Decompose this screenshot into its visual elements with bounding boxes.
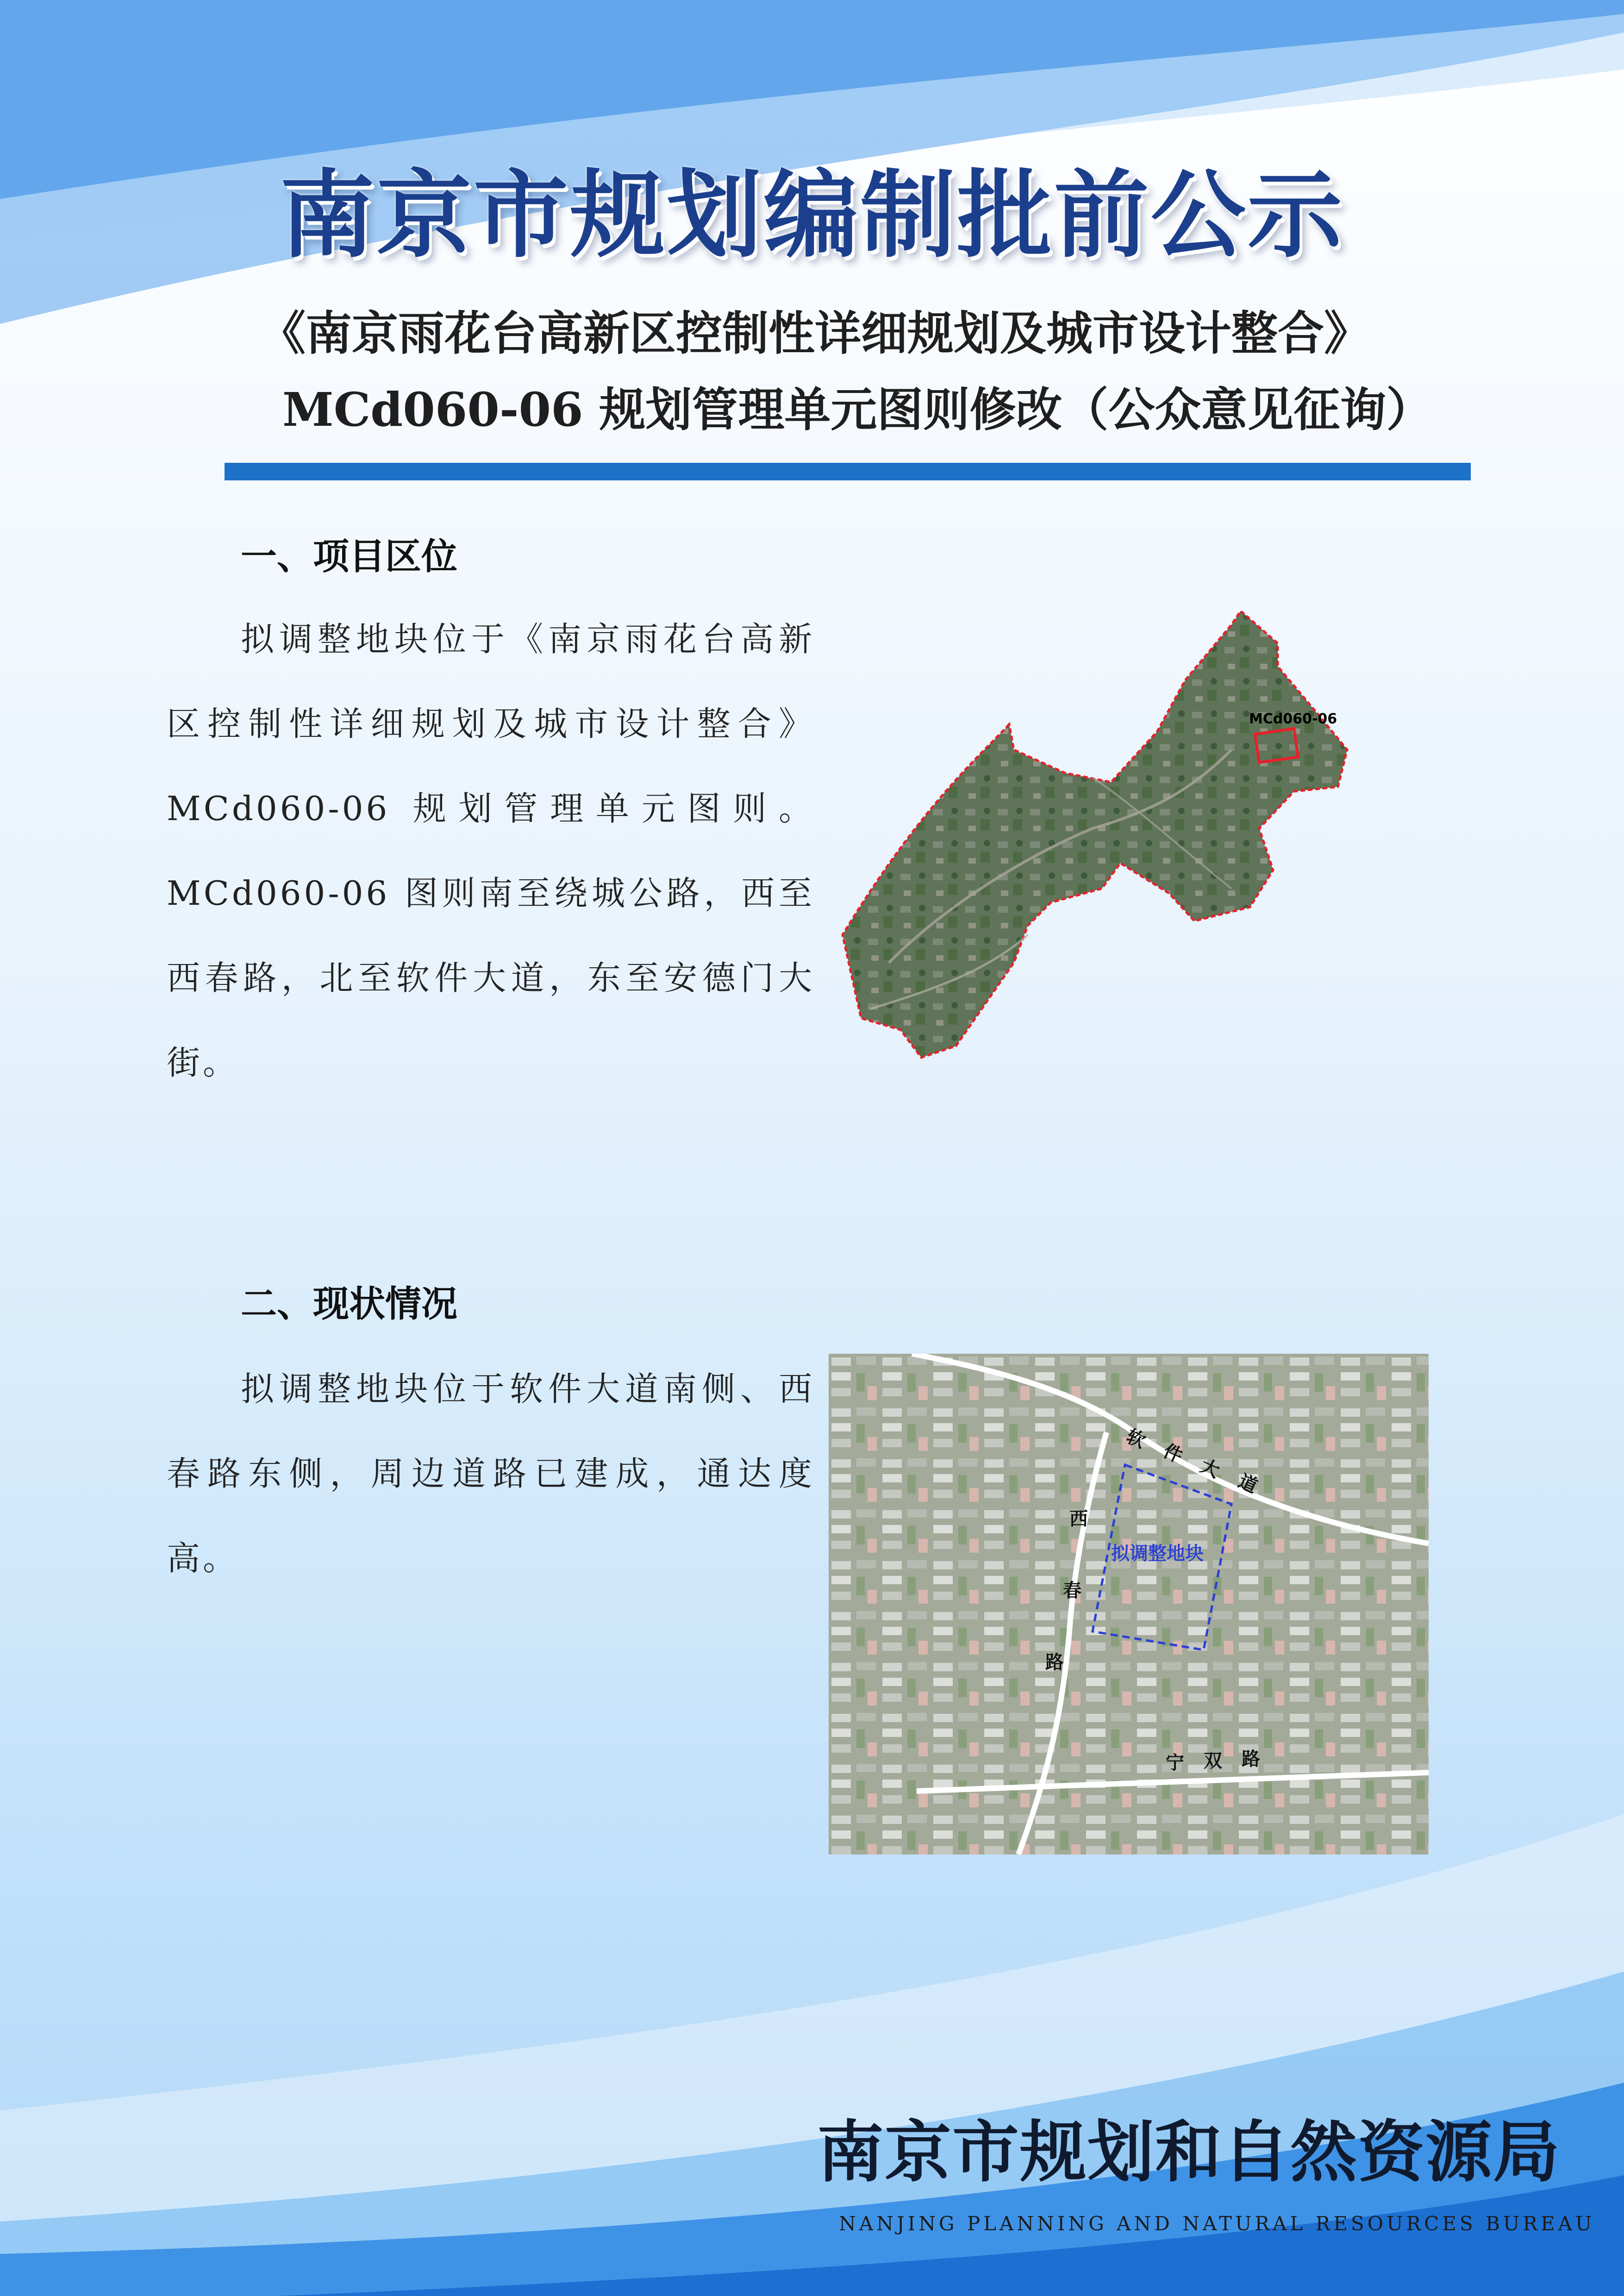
page-title: 南京市规划编制批前公示: [280, 161, 1344, 271]
location-map: [833, 611, 1435, 1074]
location-paragraph: 拟调整地块位于《南京雨花台高新区控制性详细规划及城市设计整合》MCd060-06 规划管理单元图则。MCd060-06 图则南至绕城公路，西至西春路，北至软件大道，东至安德门大街。: [167, 620, 815, 1082]
road-west-char-3: 路: [1045, 1652, 1064, 1673]
road-south-char-1: 宁: [1166, 1752, 1184, 1773]
high-tech-zone-boundary: [843, 611, 1347, 1058]
road-north-char-2: 件: [1160, 1440, 1186, 1468]
parcel-label: 拟调整地块: [1111, 1543, 1204, 1564]
road-west-char-1: 西: [1069, 1508, 1088, 1530]
road-north-char-1: 软: [1123, 1425, 1149, 1453]
road-north-char-3: 大: [1197, 1455, 1223, 1482]
footer-org-name: 南京市规划和自然资源局: [817, 2113, 1561, 2191]
subtitle-line-2: MCd060-06 规划管理单元图则修改（公众意见征询）: [282, 382, 1433, 437]
road-north-char-4: 道: [1235, 1470, 1261, 1498]
subtitle-line-1: 《南京雨花台高新区控制性详细规划及城市设计整合》: [259, 306, 1370, 361]
unit-code-label: MCd060-06: [1249, 711, 1337, 727]
road-label-south: [1166, 1748, 1260, 1773]
road-west-char-2: 春: [1063, 1580, 1081, 1601]
road-south-char-2: 双: [1204, 1750, 1222, 1772]
status-paragraph: 拟调整地块位于软件大道南侧、西春路东侧，周边道路已建成，通达度高。: [167, 1369, 815, 1578]
title-divider: [225, 463, 1471, 480]
footer-org-name-en: NANJING PLANNING AND NATURAL RESOURCES BUREAU: [839, 2212, 1595, 2235]
road-south-char-3: 路: [1242, 1748, 1260, 1770]
section-heading-status: 二、现状情况: [241, 1283, 458, 1325]
section-heading-location: 一、项目区位: [241, 536, 458, 578]
status-map: [829, 1354, 1429, 1854]
